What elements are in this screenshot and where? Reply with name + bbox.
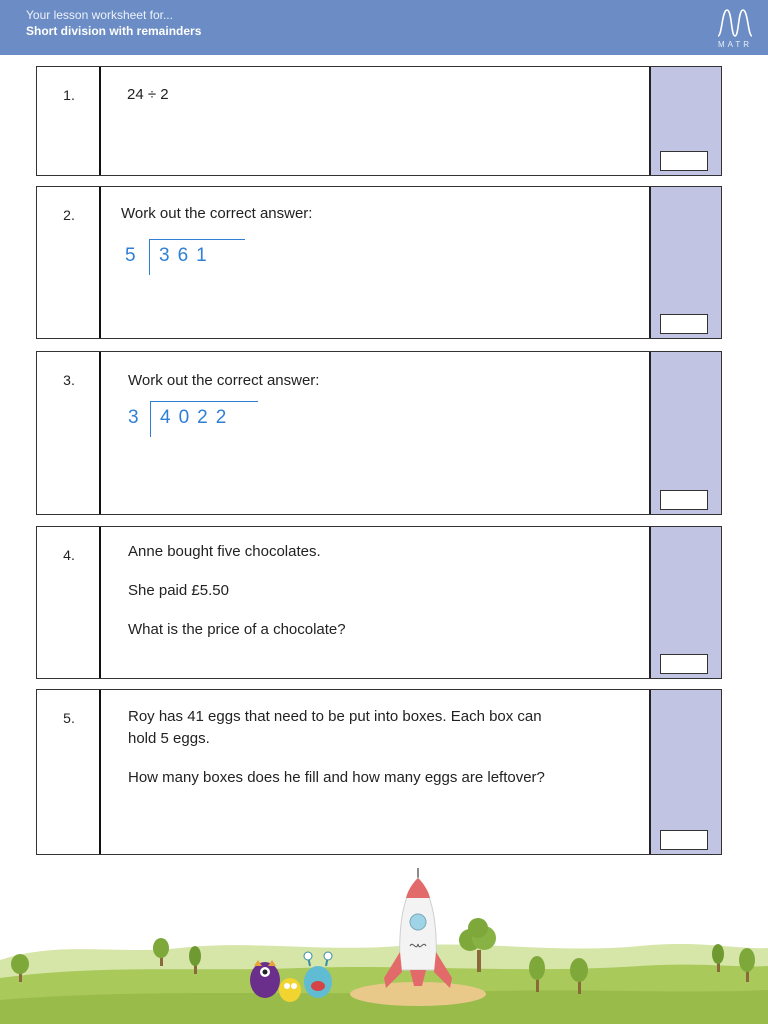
purple-monster-icon xyxy=(250,960,280,998)
question-line: She paid £5.50 xyxy=(128,582,229,599)
answer-column xyxy=(649,187,721,338)
question-line: Roy has 41 eggs that need to be put into boxes. Each box can xyxy=(128,708,542,725)
rocket-icon xyxy=(384,868,452,988)
question-number: 5. xyxy=(63,710,75,726)
question-2 xyxy=(36,186,722,339)
logo-text: MATR xyxy=(717,40,753,49)
yellow-monster-icon xyxy=(279,978,301,1002)
dividend: 4022 xyxy=(160,407,235,428)
question-1 xyxy=(36,66,722,176)
question-line: How many boxes does he fill and how many eggs are leftover? xyxy=(128,769,545,786)
question-line: hold 5 eggs. xyxy=(128,730,210,747)
answer-column xyxy=(649,527,721,678)
question-text: Work out the correct answer: xyxy=(121,205,313,222)
answer-box[interactable] xyxy=(660,490,708,510)
answer-column xyxy=(649,67,721,175)
header-subtitle: Your lesson worksheet for... xyxy=(26,8,173,22)
matr-logo-icon xyxy=(714,6,756,40)
question-content xyxy=(103,527,647,678)
long-division xyxy=(125,239,255,275)
question-text: 24 ÷ 2 xyxy=(127,86,169,103)
question-content xyxy=(103,352,647,514)
question-number-cell xyxy=(37,187,101,338)
answer-column xyxy=(649,690,721,854)
question-number: 1. xyxy=(63,87,75,103)
question-number-cell xyxy=(37,67,101,175)
question-3 xyxy=(36,351,722,515)
header-title: Short division with remainders xyxy=(26,24,202,38)
answer-box[interactable] xyxy=(660,314,708,334)
dividend: 361 xyxy=(159,245,215,266)
matr-logo xyxy=(714,6,756,50)
question-number-cell xyxy=(37,690,101,854)
divisor: 3 xyxy=(128,407,141,428)
long-division xyxy=(128,401,268,437)
question-line: Anne bought five chocolates. xyxy=(128,543,321,560)
answer-box[interactable] xyxy=(660,830,708,850)
question-content xyxy=(103,187,647,338)
worksheet-header xyxy=(0,0,768,55)
question-content xyxy=(103,690,647,854)
question-5 xyxy=(36,689,722,855)
answer-box[interactable] xyxy=(660,151,708,171)
landscape-illustration xyxy=(0,860,768,1024)
question-line: What is the price of a chocolate? xyxy=(128,621,346,638)
question-text: Work out the correct answer: xyxy=(128,372,320,389)
question-number: 3. xyxy=(63,372,75,388)
question-content xyxy=(103,67,647,175)
answer-box[interactable] xyxy=(660,654,708,674)
question-number: 4. xyxy=(63,547,75,563)
question-number-cell xyxy=(37,527,101,678)
question-number-cell xyxy=(37,352,101,514)
question-number: 2. xyxy=(63,207,75,223)
divisor: 5 xyxy=(125,245,138,266)
landscape-scene-icon xyxy=(0,860,768,1024)
question-4 xyxy=(36,526,722,679)
answer-column xyxy=(649,352,721,514)
